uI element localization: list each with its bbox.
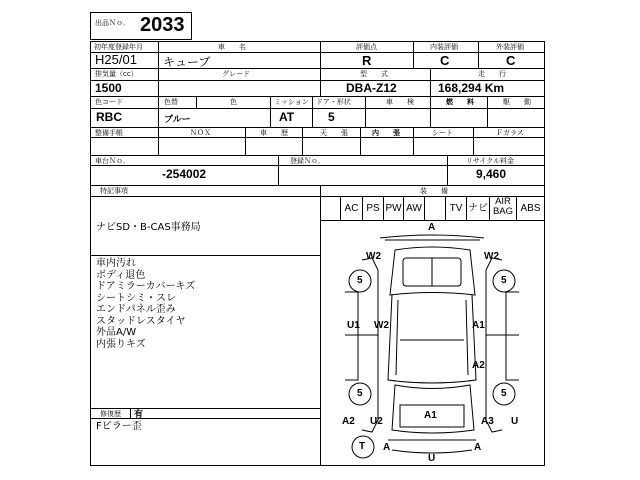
damage-u2-bl: U2 bbox=[370, 416, 383, 427]
list-item: ドアミラーカバーキズ bbox=[96, 281, 196, 292]
color-label: 色 bbox=[230, 98, 237, 106]
cc-label: 排気量（cc） bbox=[95, 70, 138, 78]
equip-navi: ナビ bbox=[468, 203, 488, 214]
chassis-label: 車台Ｎｏ． bbox=[95, 157, 130, 165]
recycle-fee: 9,460 bbox=[476, 167, 507, 181]
seat-label: シート bbox=[432, 129, 453, 137]
manual-label: 整備手帳 bbox=[95, 129, 123, 137]
list-item: 内張りキズ bbox=[96, 338, 146, 350]
tire-rear-left: 5 bbox=[357, 388, 363, 399]
mileage-value: 168,294 Km bbox=[438, 81, 505, 95]
interior-label: 内装評価 bbox=[430, 43, 458, 51]
first-registration: H25/01 bbox=[95, 52, 137, 67]
list-item: シートシミ・スレ bbox=[96, 292, 176, 304]
damage-w2-right: W2 bbox=[484, 251, 499, 262]
doors-value: 5 bbox=[328, 110, 335, 124]
damage-a2-mid: A2 bbox=[472, 360, 485, 371]
glass-label: Ｆガラス bbox=[496, 129, 524, 137]
model-code: DBA-Z12 bbox=[346, 81, 397, 95]
damage-a3-br: A3 bbox=[481, 416, 494, 427]
repair-label: 修復歴 bbox=[100, 410, 121, 418]
equipment-label: 装 備 bbox=[420, 187, 448, 195]
equip-abs: ABS bbox=[520, 203, 541, 214]
notes-navi: ナビSD・B-CAS事務局 bbox=[96, 222, 201, 233]
color-code: RBC bbox=[96, 110, 122, 124]
list-item: エンドパネル歪み bbox=[96, 304, 176, 315]
nox-label: ＮＯＸ bbox=[190, 129, 211, 137]
fuel-label: 燃 料 bbox=[446, 98, 474, 106]
sunroof-label: 天 張 bbox=[320, 129, 348, 137]
interior-value: C bbox=[440, 53, 450, 68]
grade-label: グレード bbox=[222, 70, 250, 78]
damage-a-bottom-left: A bbox=[383, 442, 391, 453]
equip-ac: AC bbox=[344, 203, 359, 214]
car-name: キューブ bbox=[163, 55, 211, 69]
color-value: ブルー bbox=[164, 115, 191, 125]
repair-note: Fピラー歪 bbox=[96, 421, 142, 432]
equip-tv: TV bbox=[449, 203, 463, 214]
history-label: 車 歴 bbox=[260, 129, 288, 137]
tire-front-right: 5 bbox=[501, 275, 507, 286]
tire-rear-right: 5 bbox=[501, 388, 507, 399]
exterior-label: 外装評価 bbox=[496, 43, 524, 51]
score-value: R bbox=[362, 53, 372, 68]
lot-label: 出品Ｎｏ． bbox=[95, 19, 130, 27]
recycle-label: リサイクル料金 bbox=[466, 157, 515, 165]
damage-u-bottom: U bbox=[428, 453, 436, 464]
damage-a2-bl: A2 bbox=[342, 416, 355, 427]
damage-a1-right: A1 bbox=[472, 320, 485, 331]
exterior-value: C bbox=[506, 53, 516, 68]
year-label: 初年度登録年月 bbox=[94, 43, 143, 51]
equip-pw: PW bbox=[385, 203, 402, 214]
equip-ps: PS bbox=[366, 203, 380, 214]
damage-a1-rear: A1 bbox=[424, 410, 437, 421]
damage-u-br: U bbox=[511, 416, 519, 427]
damage-u1: U1 bbox=[347, 320, 360, 331]
interior-trim-label: 内 張 bbox=[372, 129, 400, 137]
damage-a-top: A bbox=[428, 222, 436, 233]
chassis-number: -254002 bbox=[162, 167, 207, 181]
repair-flag: 有 bbox=[134, 410, 144, 420]
mission-label: ミッション bbox=[274, 98, 309, 106]
list-item: ボディ退色 bbox=[96, 269, 146, 281]
list-item: スタッドレスタイヤ bbox=[96, 315, 186, 327]
damage-t: T bbox=[359, 441, 366, 452]
notes-label: 特記事項 bbox=[100, 187, 128, 195]
registration-label: 登録Ｎｏ． bbox=[290, 157, 325, 165]
mission-value: AT bbox=[279, 110, 295, 124]
drive-label: 駆 動 bbox=[503, 98, 531, 106]
score-label: 評価点 bbox=[356, 43, 377, 51]
displacement: 1500 bbox=[95, 81, 122, 95]
tire-front-left: 5 bbox=[357, 275, 363, 286]
color-change-label: 色替 bbox=[164, 98, 178, 106]
damage-w2-mid: W2 bbox=[374, 320, 389, 331]
model-label: 型 式 bbox=[360, 70, 388, 78]
mileage-label: 走 行 bbox=[478, 70, 506, 78]
doors-label: ドア・形状 bbox=[316, 98, 351, 106]
color-code-label: 色コード bbox=[95, 98, 123, 106]
car-name-label: 車 名 bbox=[218, 43, 246, 51]
lot-number: 2033 bbox=[140, 14, 185, 36]
list-item: 車内汚れ bbox=[96, 258, 136, 269]
equip-aw: AW bbox=[406, 203, 422, 214]
equip-airbag: AIR BAG bbox=[492, 196, 514, 217]
damage-a-bottom-right: A bbox=[474, 442, 482, 453]
inspection-label: 車 検 bbox=[386, 98, 414, 106]
damage-w2-left: W2 bbox=[366, 251, 381, 262]
list-item: 外品A/W bbox=[96, 327, 137, 338]
